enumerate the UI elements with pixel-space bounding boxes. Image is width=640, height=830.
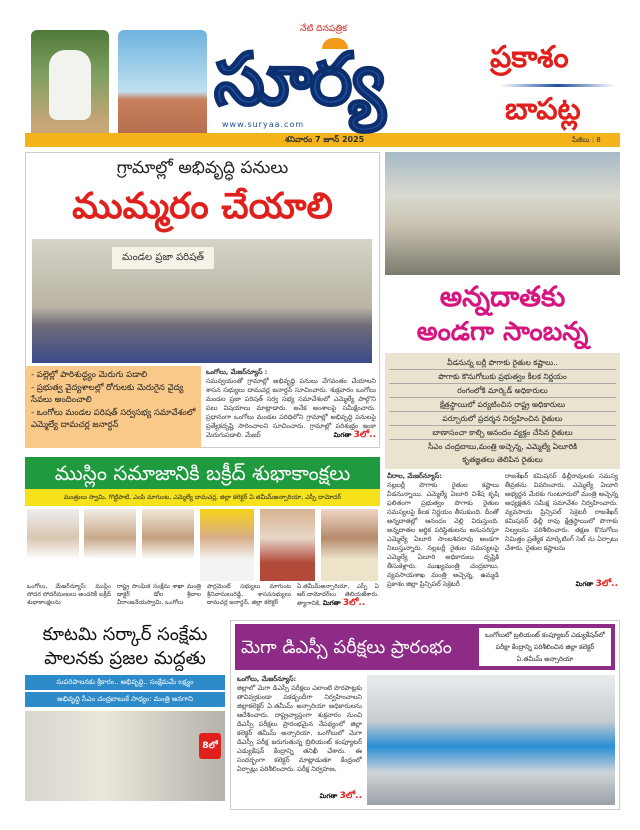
masthead-cow-photo xyxy=(31,30,109,142)
story3-subtitle-1: సుపరిపాలనకు శ్రీకారం.. అభివృద్ధి.. సంక్షేమమే లక్ష్యం xyxy=(25,675,225,690)
story2-bullet: రంగంలోకి మార్కెడ్ అధికారులు xyxy=(389,384,616,398)
story4-banner xyxy=(235,624,615,670)
story-village-development xyxy=(25,152,380,448)
story3-page-ref[interactable]: 8లో xyxy=(199,733,221,759)
bakrid-caption-1: ఒంగోలు, మేజర్‌న్యూస్: ముస్లిం సోదర సోదరీమణులు అందరికీ బక్రీద్ శుభాకాంక్షలను xyxy=(27,583,111,606)
bakrid-continued[interactable]: మిగతా 3లో.. xyxy=(322,598,366,608)
story4-dateline: ఒంగోలు, మేజర్‌న్యూస్: xyxy=(237,675,297,683)
story2-bullet: క్షేత్రస్థాయిలో పర్యటించిన రాష్ట్ర అధికారులు xyxy=(389,398,616,412)
portrait-3 xyxy=(142,509,194,581)
story1-text: సమన్వయంతో గ్రామాల్లో అభివృద్ధి పనులు వేగవంతం చేయాలని శాసన సభ్యులు దామచర్ల జనార్ధన్ సూచించారు. శుక్రవారం ఒంగోలు మండల ప్రజా పరిషత్ సర్వ సభ్య సమావేశంలో ఎమ్మెల్యే పాల్గొని పలు విషయాలు మాట్లాడారు. అనేక అంశాలపై సమీక్షించారు. ప్రధానంగా ఒంగోలు మండల పరిధిలోని గ్రామాల్లో అభివృద్ధి పనులపై ప్రత్యేకదృష్టి సారించాలని సూచించారు. గ్రామాల్లో పరిశుభ్రం ఇంకా మెరుగుపడాలి. మేజర్ xyxy=(206,377,376,439)
story1-kicker: గ్రామాల్లో అభివృద్ధి పనులు xyxy=(116,158,289,178)
portrait-5 xyxy=(260,509,315,581)
masthead-date: శనివారం 7 జూన్ 2025 xyxy=(285,135,365,144)
masthead-logo: సూర్య xyxy=(214,37,383,121)
story2-officials-photo xyxy=(385,152,620,275)
story-coalition-welfare xyxy=(25,620,225,810)
story2-text-right: రాజశేఖర్ కమిషనర్ ఢిల్లీరావులకు సమస్య తీవ్రతను వివరించారు. ఎమ్మెల్యే ఏలూరి అభ్యర్థన మేరకు గుంటూరులో మంత్రి అచ్చెన్న అధ్యక్షతన సమీక్ష సమావేశం నిర్వహించారు. వ్యవసాయ ప్రిన్సిపల్ సెక్రెటరీ రాజశేఖర్ కమిషనర్ ఢిల్లీ రావు క్షేత్రస్థాయిలో పొగాకు నిల్వలను పరిశీలించారు. తక్షణ కొనుగోలు నిమిత్తం ప్రత్యేక మార్కెటింగ్ సెల్ ను ఏర్పాటు చేశారు. రైతుల కష్టాలను xyxy=(505,472,618,552)
story3-subtitle-2: అభివృద్ధి సీఎం చంద్రబాబుకే సాధ్యం: మంత్రి అనగాని xyxy=(25,692,225,707)
portrait-1 xyxy=(27,509,79,581)
story1-continued[interactable]: మిగతా 3లో.. xyxy=(333,430,376,440)
portrait-2 xyxy=(84,509,136,581)
story2-bullet: పర్చూరులో ప్రదర్శన నిర్వహించిన రైతులు xyxy=(389,412,616,426)
story2-bullet: వీడనున్న బర్లీ పొగాకు రైతుల కష్టాలు.. xyxy=(389,356,616,370)
story2-body-left xyxy=(387,472,499,589)
story2-headline-2: అండగా సాంబన్న xyxy=(416,317,589,347)
story1-bullets-box xyxy=(26,366,201,448)
story1-body xyxy=(206,368,376,440)
portrait-4 xyxy=(200,509,254,581)
story1-headline: ముమ్మరం చేయాలి xyxy=(72,186,333,227)
bakrid-caption-3: పార్లమెంట్ సభ్యులు మాగుంట శ్రీనివాసులురెడ్డి, శాసనసభ్యులు దామచర్ల జనార్ధన్, జిల్లా కలెక్టర్ xyxy=(207,583,291,606)
masthead-tagline: నేటి దినపత్రిక xyxy=(300,24,347,34)
story2-body xyxy=(385,472,620,589)
story-bakrid-greetings xyxy=(25,455,380,615)
edition-bapatla: బాపట్ల xyxy=(505,92,581,127)
story2-bullet: సీఎం చంద్రబాబు,మంత్రి అచ్చెన్న, ఎమ్మెల్యే ఏలూరికి xyxy=(427,442,578,451)
story2-continued[interactable]: మిగతా 3లో.. xyxy=(575,579,618,589)
story1-bullet: - ఒంగోలు మండల పరిషత్ సర్వసభ్య సమావేశంలో ఎమ్మెల్యే దామచర్ల జనార్ధన్ xyxy=(31,407,196,430)
photo-banner-text: మండల ప్రజా పరిషత్ xyxy=(112,247,214,269)
story2-headline-1: అన్నదాతకు xyxy=(439,280,566,313)
masthead-pages: పేజీలు : 8 xyxy=(572,136,601,144)
story-farmers xyxy=(385,152,620,615)
story2-bullet: బాణాసంచా కాల్చి ఆనందం వ్యక్తం చేసిన రైతులు xyxy=(389,426,616,440)
story4-continued[interactable]: మిగతా 3లో.. xyxy=(319,791,362,801)
story1-bullet: - పల్లెల్లో పారిశుద్ధ్యం మెరుగు పడాలి xyxy=(31,370,148,380)
story2-bullet: పొగాకు కొనుగోలుకు ప్రభుత్వం కీలక నిర్ణయం xyxy=(389,370,616,384)
story4-body xyxy=(237,675,362,801)
bakrid-headline: ముస్లిం సమాజానికి బక్రీద్ శుభాకాంక్షలు xyxy=(25,457,380,489)
bakrid-subtitle: మంత్రులు స్వామి, గొట్టిపాటి, ఎంపి మాగుంట, ఎమ్మెల్యే దామచర్ల, జిల్లా కలెక్టర్ ఏ.తమీమ్‌అన్సారియా, ఎస్పీ దామోదర్ xyxy=(25,489,380,506)
edition-divider xyxy=(500,84,615,87)
bakrid-caption-2: రాష్ట్ర సాంఘిక సంక్షేమ శాఖా మంత్రి డాక్టర్ డోల శ్రీబాల వీరాంజనేయస్వామి, ఒంగోలు xyxy=(117,583,201,606)
story-mega-dsc xyxy=(230,620,620,810)
story4-text: జిల్లాలో మెగా డిఎస్సీ పరీక్షలు ఎలాంటి పొరపాట్లకు తావివ్వకుండా పకడ్బందీగా నిర్వహించాలని జిల్లాకలెక్టర్ ఏ.తమీమ్ అన్సారియా అధికారులను ఆదేశించారు. రాష్ట్రవ్యాప్తంగా శుక్రవారం నుంచి డిఎస్సీ పరీక్షలు ప్రారంభమైన నేపథ్యంలో జిల్లా కలెక్టర్ తమీమ్ అన్సారియా, ఒంగోలులో మెగా డిఎస్సీ పరీక్ష జరుగుతున్న బ్రిలియంట్ కంప్యూటర్ ఎడ్యుకేషన్ కేంద్రాన్ని తనిఖీ చేశారు. ఈ సందర్భంగా కలెక్టర్ మాట్లాడుతూ కేంద్రంలో ఏర్పాట్లు పరిశీలించారు. పరీక్ష నిర్వహణ, xyxy=(237,684,362,773)
story2-text-left: నల్లబర్లీ పొగాకు రైతుల కష్టాలు వీడనున్నాయి. ఎమ్మెల్యే ఏలూరి విశేష కృషి ఫలితంగా ప్రభుత్వం పొగాకు రైతుల సమస్యలపై కీలక నిర్ణయం తీసుకుంది. దీంతో అన్నదాతల్లో ఆనందం వెల్లి విరుస్తుంది. అన్నదాతల ఆర్థిక పరిస్థితులను అనుసరిస్తూ ఎమ్మెల్యే ఏలూరి సాంబశివరావు అండగా నిలుస్తున్నారు. నల్లబర్లీ రైతుల సమస్యలపై ఎమ్మెల్యే ఏలూరి అధికారులు దృష్టికి తీసుకెళ్లారు. ముఖ్యమంత్రి చంద్రబాబు, వ్యవసాయశాఖ మంత్రి అచ్చెన్న, ఉమ్మడి ప్రకాశం జిల్లా ప్రిన్సిపల్ సెక్రెటరీ xyxy=(387,481,499,588)
story1-bullet: - ప్రభుత్వ వైద్యశాలల్లో రోగులకు మెరుగైన వైద్య సేవలు అందించాలి xyxy=(31,382,184,405)
story3-photo xyxy=(25,711,225,801)
story2-body-right xyxy=(505,472,618,589)
bakrid-caption-4: ఏ.తమీమ్‌అన్సారియా, ఎస్పీ ఏ ఆర్.దామోదర్‌లు తెలియజేశారు. త్యాగానికి, మిగతా 3లో.. xyxy=(297,583,379,608)
story2-bullet: కృతజ్ఞతలు తెలిపిన రైతులు xyxy=(462,455,543,464)
story1-meeting-photo xyxy=(32,239,372,363)
story4-headline: మెగా డిఎస్సీ పరీక్షలు ప్రారంభం xyxy=(241,636,452,658)
story2-dateline: చీరాల, మేజర్‌న్యూస్: xyxy=(387,472,442,480)
story4-exam-hall-photo xyxy=(367,675,615,805)
masthead-beach-photo xyxy=(118,30,207,142)
story4-deck: ఒంగోలులో బ్రలియంట్ కంప్యూటర్ ఎడ్యుకేషన్‌లో పరీక్షా కేంద్రాన్ని పరిశీలించిన జిల్లా కలెక్టర్ ఏ.తమీమ్ అన్సారియా xyxy=(479,628,611,666)
portrait-6 xyxy=(321,509,378,581)
masthead-website: www.suryaa.com xyxy=(222,120,305,129)
story2-bullets-box xyxy=(385,353,620,469)
story1-dateline: ఒంగోలు, మేజర్‌న్యూస్ : xyxy=(206,368,268,376)
edition-prakasam: ప్రకాశం xyxy=(490,40,569,75)
story3-headline: కూటమి సర్కార్ సంక్షేమ పాలనకు ప్రజల మద్దతు xyxy=(42,624,208,669)
